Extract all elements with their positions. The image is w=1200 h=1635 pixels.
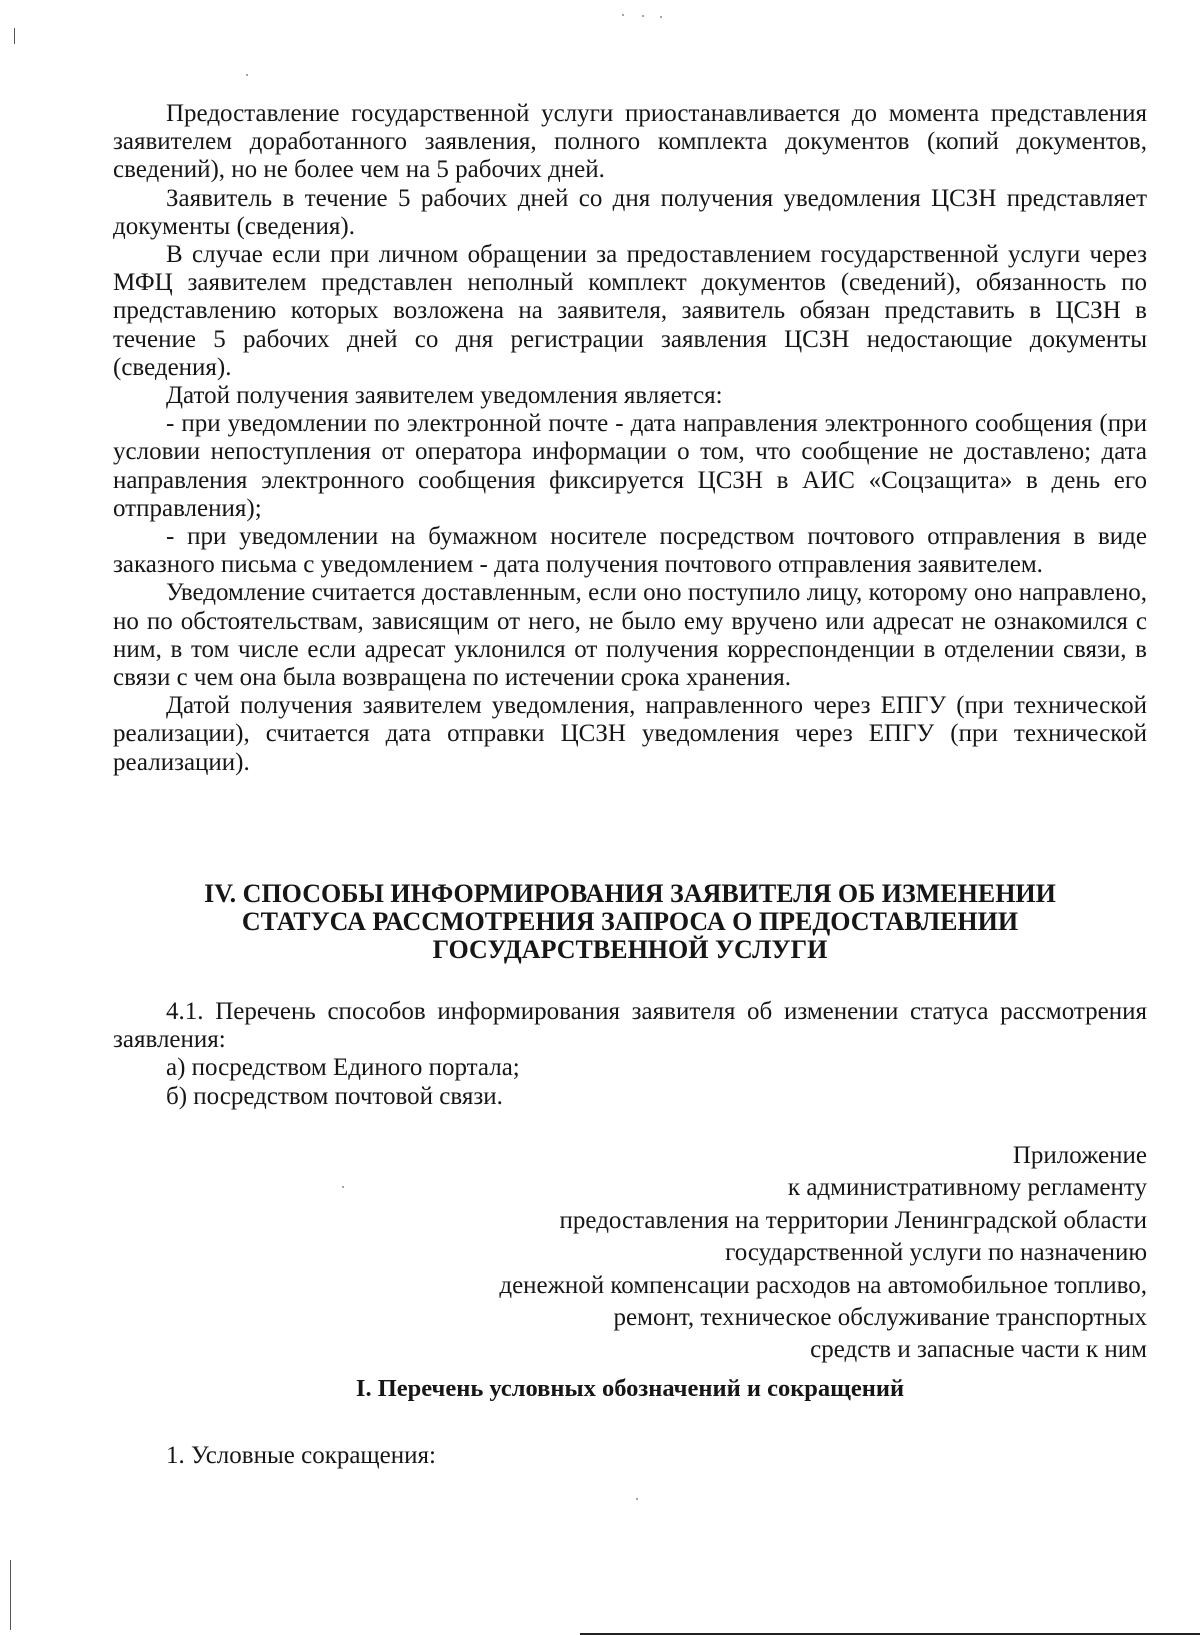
section-iv-body (113, 998, 1147, 1111)
scan-speck (342, 1186, 344, 1188)
scan-speck (660, 16, 662, 18)
appendix-line: денежной компенсации расходов на автомобильное топливо, (499, 1271, 1147, 1299)
body-text-block (113, 100, 1147, 777)
appendix-caption (350, 1140, 1147, 1367)
paragraph-suspension: Предоставление государственной услуги приостанавливается до момента представления заявителем доработанного заявления, полного комплекта документов (копий документов, сведений), но не более чем на 5 рабочих дней. (113, 100, 1147, 184)
section-iv-heading (113, 880, 1147, 964)
scan-speck (636, 1498, 638, 1500)
item-4-1: 4.1. Перечень способов информирования заявителя об изменении статуса рассмотрения заявления: (113, 998, 1147, 1054)
item-a: а) посредством Единого портала; (166, 1054, 520, 1082)
appendix-line: к административному регламенту (787, 1174, 1147, 1202)
appendix-line: предоставления на территории Ленинградской области (559, 1206, 1147, 1234)
paragraph-delivered-notification: Уведомление считается доставленным, если оно поступило лицу, которому оно направлено, но по обстоятельствам, зависящим от него, не было ему вручено или адресат не ознакомился с ним, в том числе если адресат уклонился от получения корреспонденции в отделении связи, в связи с чем она была возвращена по истечении срока хранения. (113, 579, 1147, 692)
scan-speck (642, 15, 644, 17)
section-iv-heading-line: СТАТУСА РАССМОТРЕНИЯ ЗАПРОСА О ПРЕДОСТАВЛЕНИИ (241, 907, 1019, 936)
section-i-body (113, 1442, 1147, 1470)
section-iv-heading-line: IV. СПОСОБЫ ИНФОРМИРОВАНИЯ ЗАЯВИТЕЛЯ ОБ ИЗМЕНЕНИИ (204, 879, 1056, 908)
scan-edge-mark-top (14, 28, 15, 44)
item-1: 1. Условные сокращения: (166, 1442, 436, 1469)
paragraph-applicant-deadline: Заявитель в течение 5 рабочих дней со дня получения уведомления ЦСЗН представляет документы (сведения). (113, 184, 1147, 240)
appendix-line: государственной услуги по назначению (725, 1239, 1147, 1267)
appendix-line: ремонт, техническое обслуживание транспортных (613, 1304, 1147, 1332)
section-iv-heading-line: ГОСУДАРСТВЕННОЙ УСЛУГИ (432, 935, 828, 964)
appendix-line: Приложение (1012, 1142, 1147, 1169)
paragraph-email-notification: - при уведомлении по электронной почте - дата направления электронного сообщения (при условии непоступления от оператора информации о том, что сообщение не доставлено; дата направления электронного сообщения фиксируется ЦСЗН в АИС «Соцзащита» в день его отправления); (113, 410, 1147, 522)
section-i-heading: I. Перечень условных обозначений и сокращений (355, 1375, 905, 1402)
scan-edge-mark-bottom (10, 1560, 11, 1630)
scan-speck (246, 74, 248, 76)
appendix-line: средств и запасные части к ним (810, 1336, 1147, 1364)
paragraph-paper-notification: - при уведомлении на бумажном носителе посредством почтового отправления в виде заказного письма с уведомлением - дата получения почтового отправления заявителем. (113, 523, 1147, 579)
paragraph-notification-date: Датой получения заявителем уведомления является: (166, 382, 723, 410)
paragraph-epgu-notification: Датой получения заявителем уведомления, направленного через ЕПГУ (при технической реализации), считается дата отправки ЦСЗН уведомления через ЕПГУ (при технической реализации). (113, 692, 1147, 776)
item-b: б) посредством почтовой связи. (166, 1082, 503, 1110)
paragraph-mfc-incomplete: В случае если при личном обращении за предоставлением государственной услуги через МФЦ заявителем представлен неполный комплект документов (сведений), обязанность по представлению которых возложена на заявителя, заявитель обязан представить в ЦСЗН в течение 5 рабочих дней со дня регистрации заявления ЦСЗН недостающие документы (сведения). (113, 241, 1147, 381)
scan-speck (622, 14, 624, 16)
